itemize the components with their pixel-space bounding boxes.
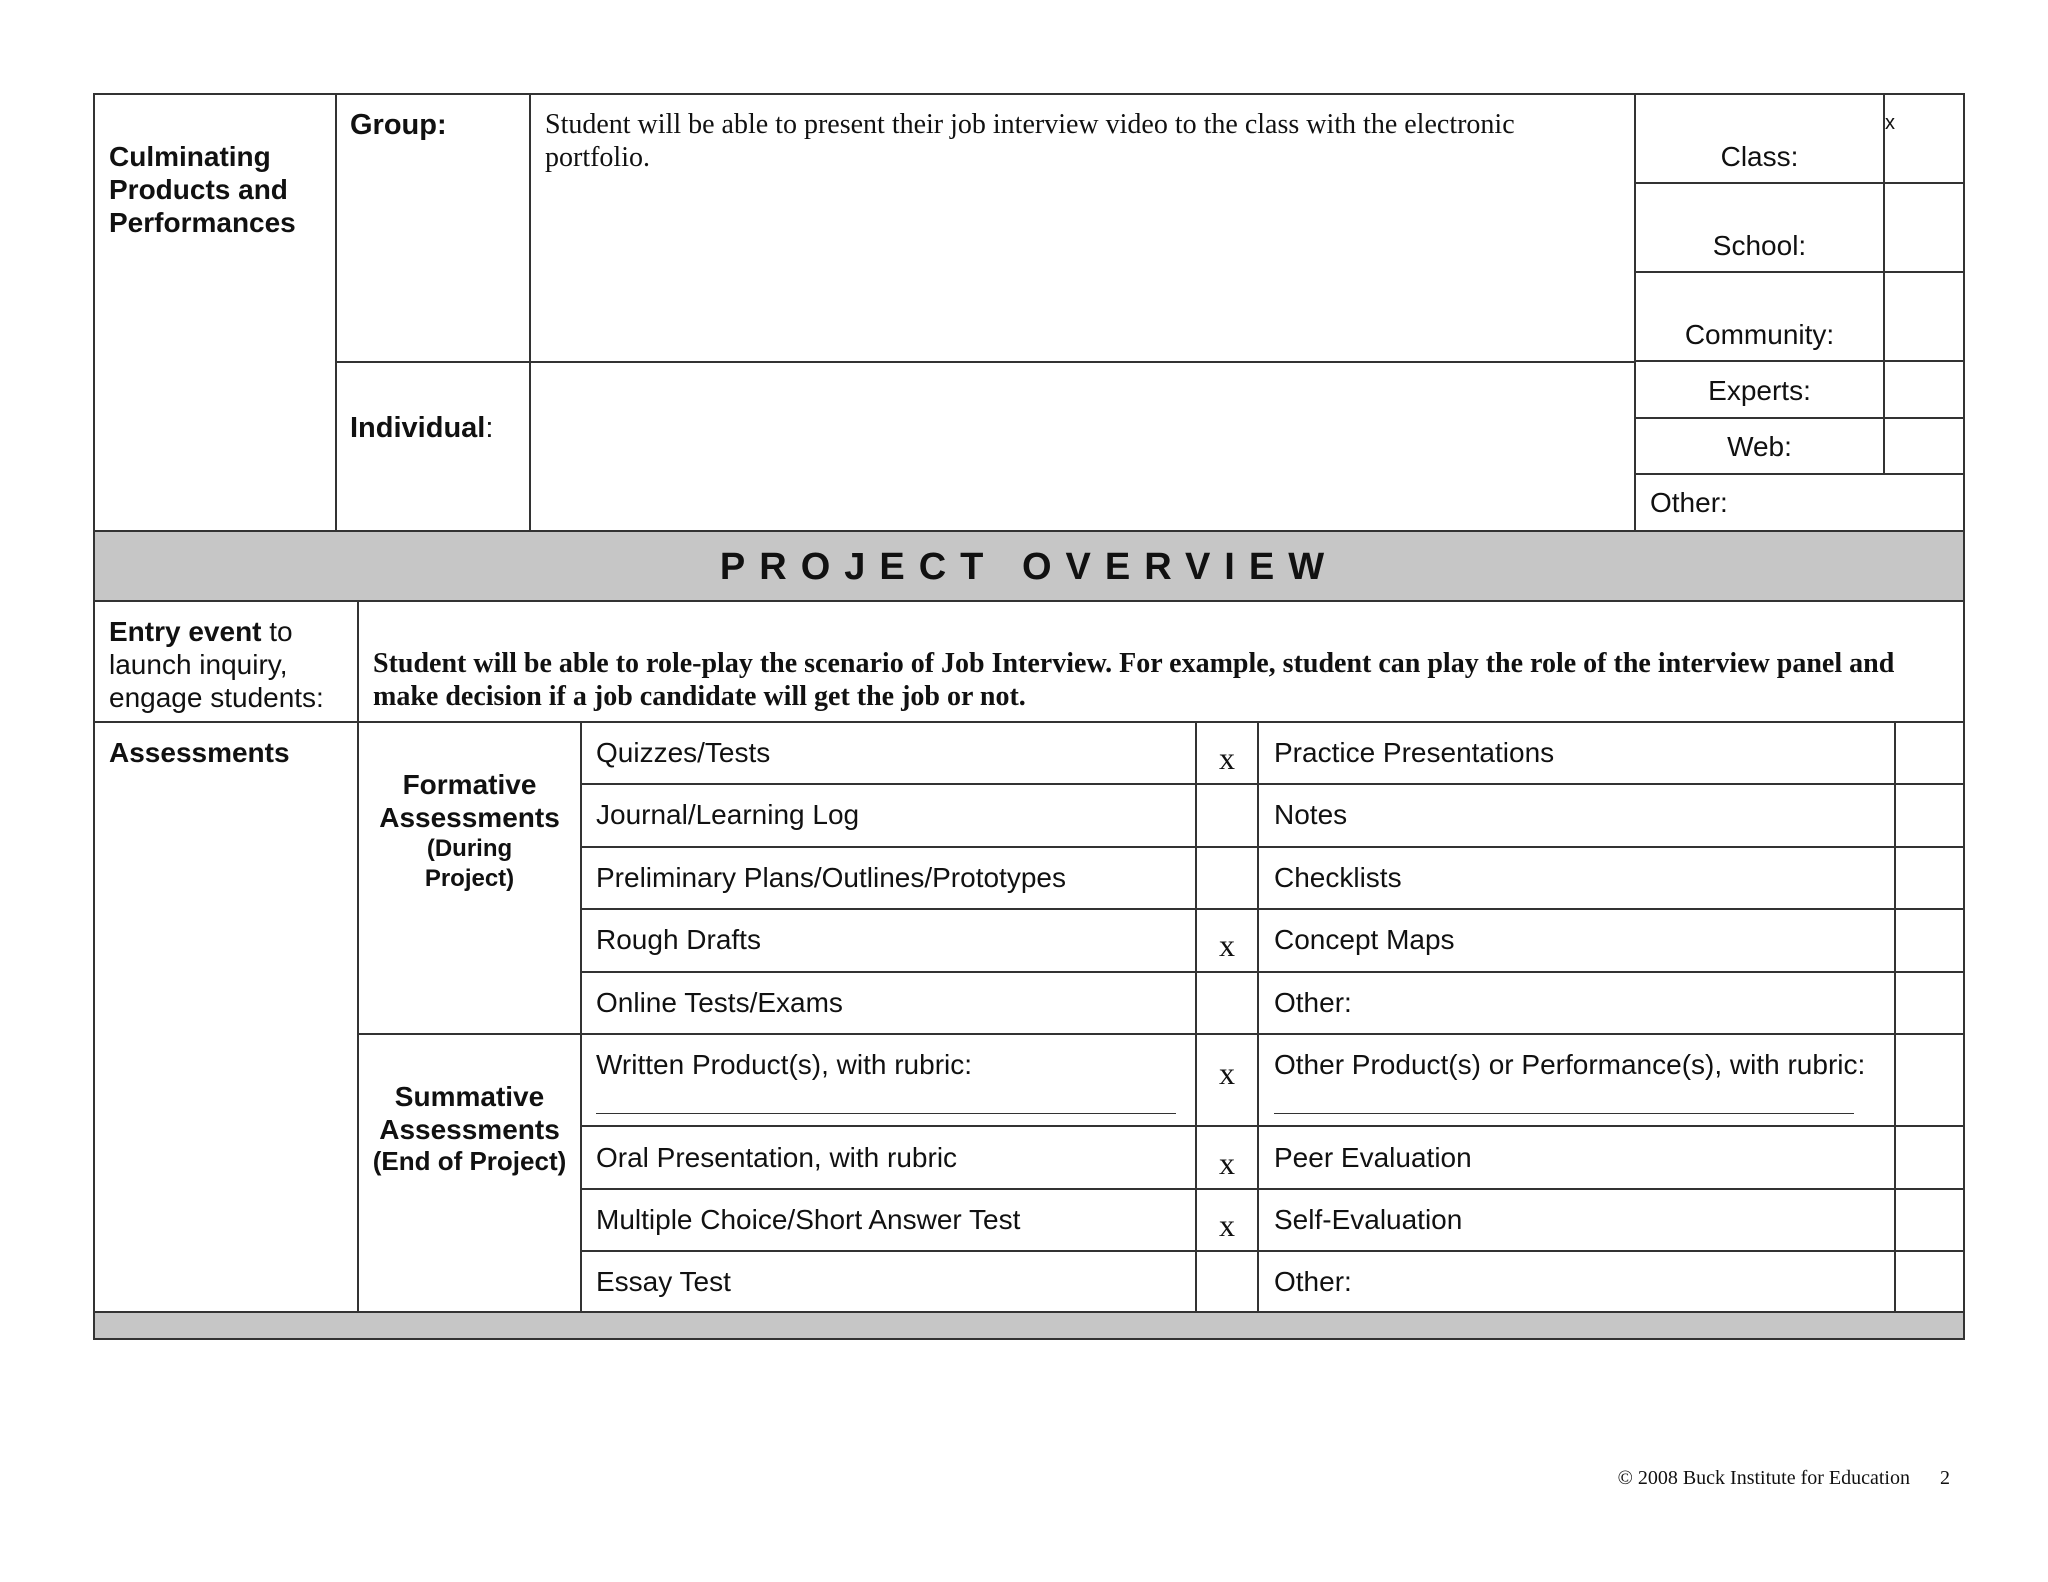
summative-item-left: Written Product(s), with rubric: <box>596 1049 973 1080</box>
audience-school-label: School: <box>1712 230 1807 261</box>
formative-title-2: Assessments <box>379 802 560 833</box>
table-border-right <box>1963 93 1965 1340</box>
footer-copyright: © 2008 Buck Institute for Education <box>1617 1467 1910 1489</box>
group-label: Group: <box>350 109 447 141</box>
divider <box>529 93 531 531</box>
table-border-top <box>93 93 1965 95</box>
summative-item-right: Self-Evaluation <box>1274 1204 1463 1235</box>
formative-title-1: Formative <box>402 769 537 800</box>
summative-item-left: Oral Presentation, with rubric <box>596 1142 958 1173</box>
divider <box>580 1250 1965 1252</box>
audience-class-mark: x <box>1885 112 1895 134</box>
entry-text: Student will be able to role-play the scenario of Job Interview. For example, student can play the role of the interview panel and make decision if a job candidate will get the job or not. <box>373 648 1895 712</box>
formative-item-left: Journal/Learning Log <box>596 799 860 830</box>
entry-label-line3: engage students: <box>109 682 324 713</box>
formative-item-left: Quizzes/Tests <box>596 737 771 768</box>
formative-item-right: Notes <box>1274 799 1348 830</box>
culminating-label-text: Culminating Products and Performances <box>109 141 296 238</box>
divider <box>1894 721 1896 1311</box>
formative-item-right: Practice Presentations <box>1274 737 1555 768</box>
formative-item-left: Preliminary Plans/Outlines/Prototypes <box>596 862 1066 893</box>
divider <box>580 908 1965 910</box>
divider <box>357 600 359 1311</box>
summative-item-right: Other: <box>1274 1266 1352 1297</box>
summative-label <box>359 1080 580 1177</box>
divider <box>1634 182 1965 184</box>
formative-item-left: Online Tests/Exams <box>596 987 843 1018</box>
assessments-label: Assessments <box>109 737 290 768</box>
summative-sub: (End of Project) <box>372 1146 567 1176</box>
table-border-bottom <box>93 1338 1965 1340</box>
write-in-line <box>596 1113 1176 1114</box>
audience-class-label: Class: <box>1720 141 1799 172</box>
divider <box>335 361 1635 363</box>
individual-label-colon: : <box>485 412 494 444</box>
summative-mark: x <box>1219 1145 1235 1181</box>
summative-item-left: Essay Test <box>596 1266 731 1297</box>
entry-label-bold: Entry event <box>109 616 262 647</box>
divider <box>1634 473 1965 475</box>
formative-mark: x <box>1219 927 1235 963</box>
table-border-left <box>93 93 95 1340</box>
individual-label <box>350 411 493 445</box>
individual-label-text: Individual <box>350 412 486 444</box>
write-in-line <box>1274 1113 1854 1114</box>
entry-label <box>109 615 349 714</box>
summative-title-2: Assessments <box>379 1114 560 1145</box>
divider <box>580 783 1965 785</box>
summative-mark: x <box>1219 1207 1235 1243</box>
divider <box>580 1125 1965 1127</box>
divider <box>1634 271 1965 273</box>
divider <box>93 721 1965 723</box>
divider <box>357 1033 1965 1035</box>
culminating-label <box>109 140 329 239</box>
formative-label <box>359 768 580 894</box>
divider <box>580 1188 1965 1190</box>
audience-experts-label: Experts: <box>1708 375 1811 406</box>
entry-label-rest: to <box>261 616 293 647</box>
summative-item-left: Multiple Choice/Short Answer Test <box>596 1204 1021 1235</box>
formative-item-right: Other: <box>1274 987 1352 1018</box>
formative-item-right: Concept Maps <box>1274 924 1455 955</box>
formative-mark: x <box>1219 740 1235 776</box>
divider <box>335 93 337 531</box>
summative-item-right: Other Product(s) or Performance(s), with rubric: <box>1274 1049 1866 1080</box>
group-text: Student will be able to present their job interview video to the class with the electronic portfolio. <box>545 109 1515 173</box>
formative-item-left: Rough Drafts <box>596 924 761 955</box>
table-footer-strip <box>95 1313 1963 1338</box>
audience-web-label: Web: <box>1727 431 1792 462</box>
audience-community-label: Community: <box>1684 319 1835 350</box>
overview-title: PROJECT OVERVIEW <box>719 546 1339 588</box>
entry-label-line2: launch inquiry, <box>109 649 288 680</box>
divider <box>580 721 582 1311</box>
divider <box>1634 360 1965 362</box>
summative-item-right: Peer Evaluation <box>1274 1142 1472 1173</box>
divider <box>580 971 1965 973</box>
formative-sub-2: Project) <box>424 865 515 892</box>
page-number: 2 <box>1940 1467 1950 1489</box>
audience-other-label: Other: <box>1650 487 1728 518</box>
formative-item-right: Checklists <box>1274 862 1402 893</box>
summative-title-1: Summative <box>394 1081 545 1112</box>
divider <box>1634 417 1965 419</box>
divider <box>1257 721 1259 1311</box>
divider <box>93 600 1965 602</box>
formative-sub-1: (During <box>426 835 513 862</box>
summative-mark: x <box>1219 1055 1235 1091</box>
divider <box>580 846 1965 848</box>
